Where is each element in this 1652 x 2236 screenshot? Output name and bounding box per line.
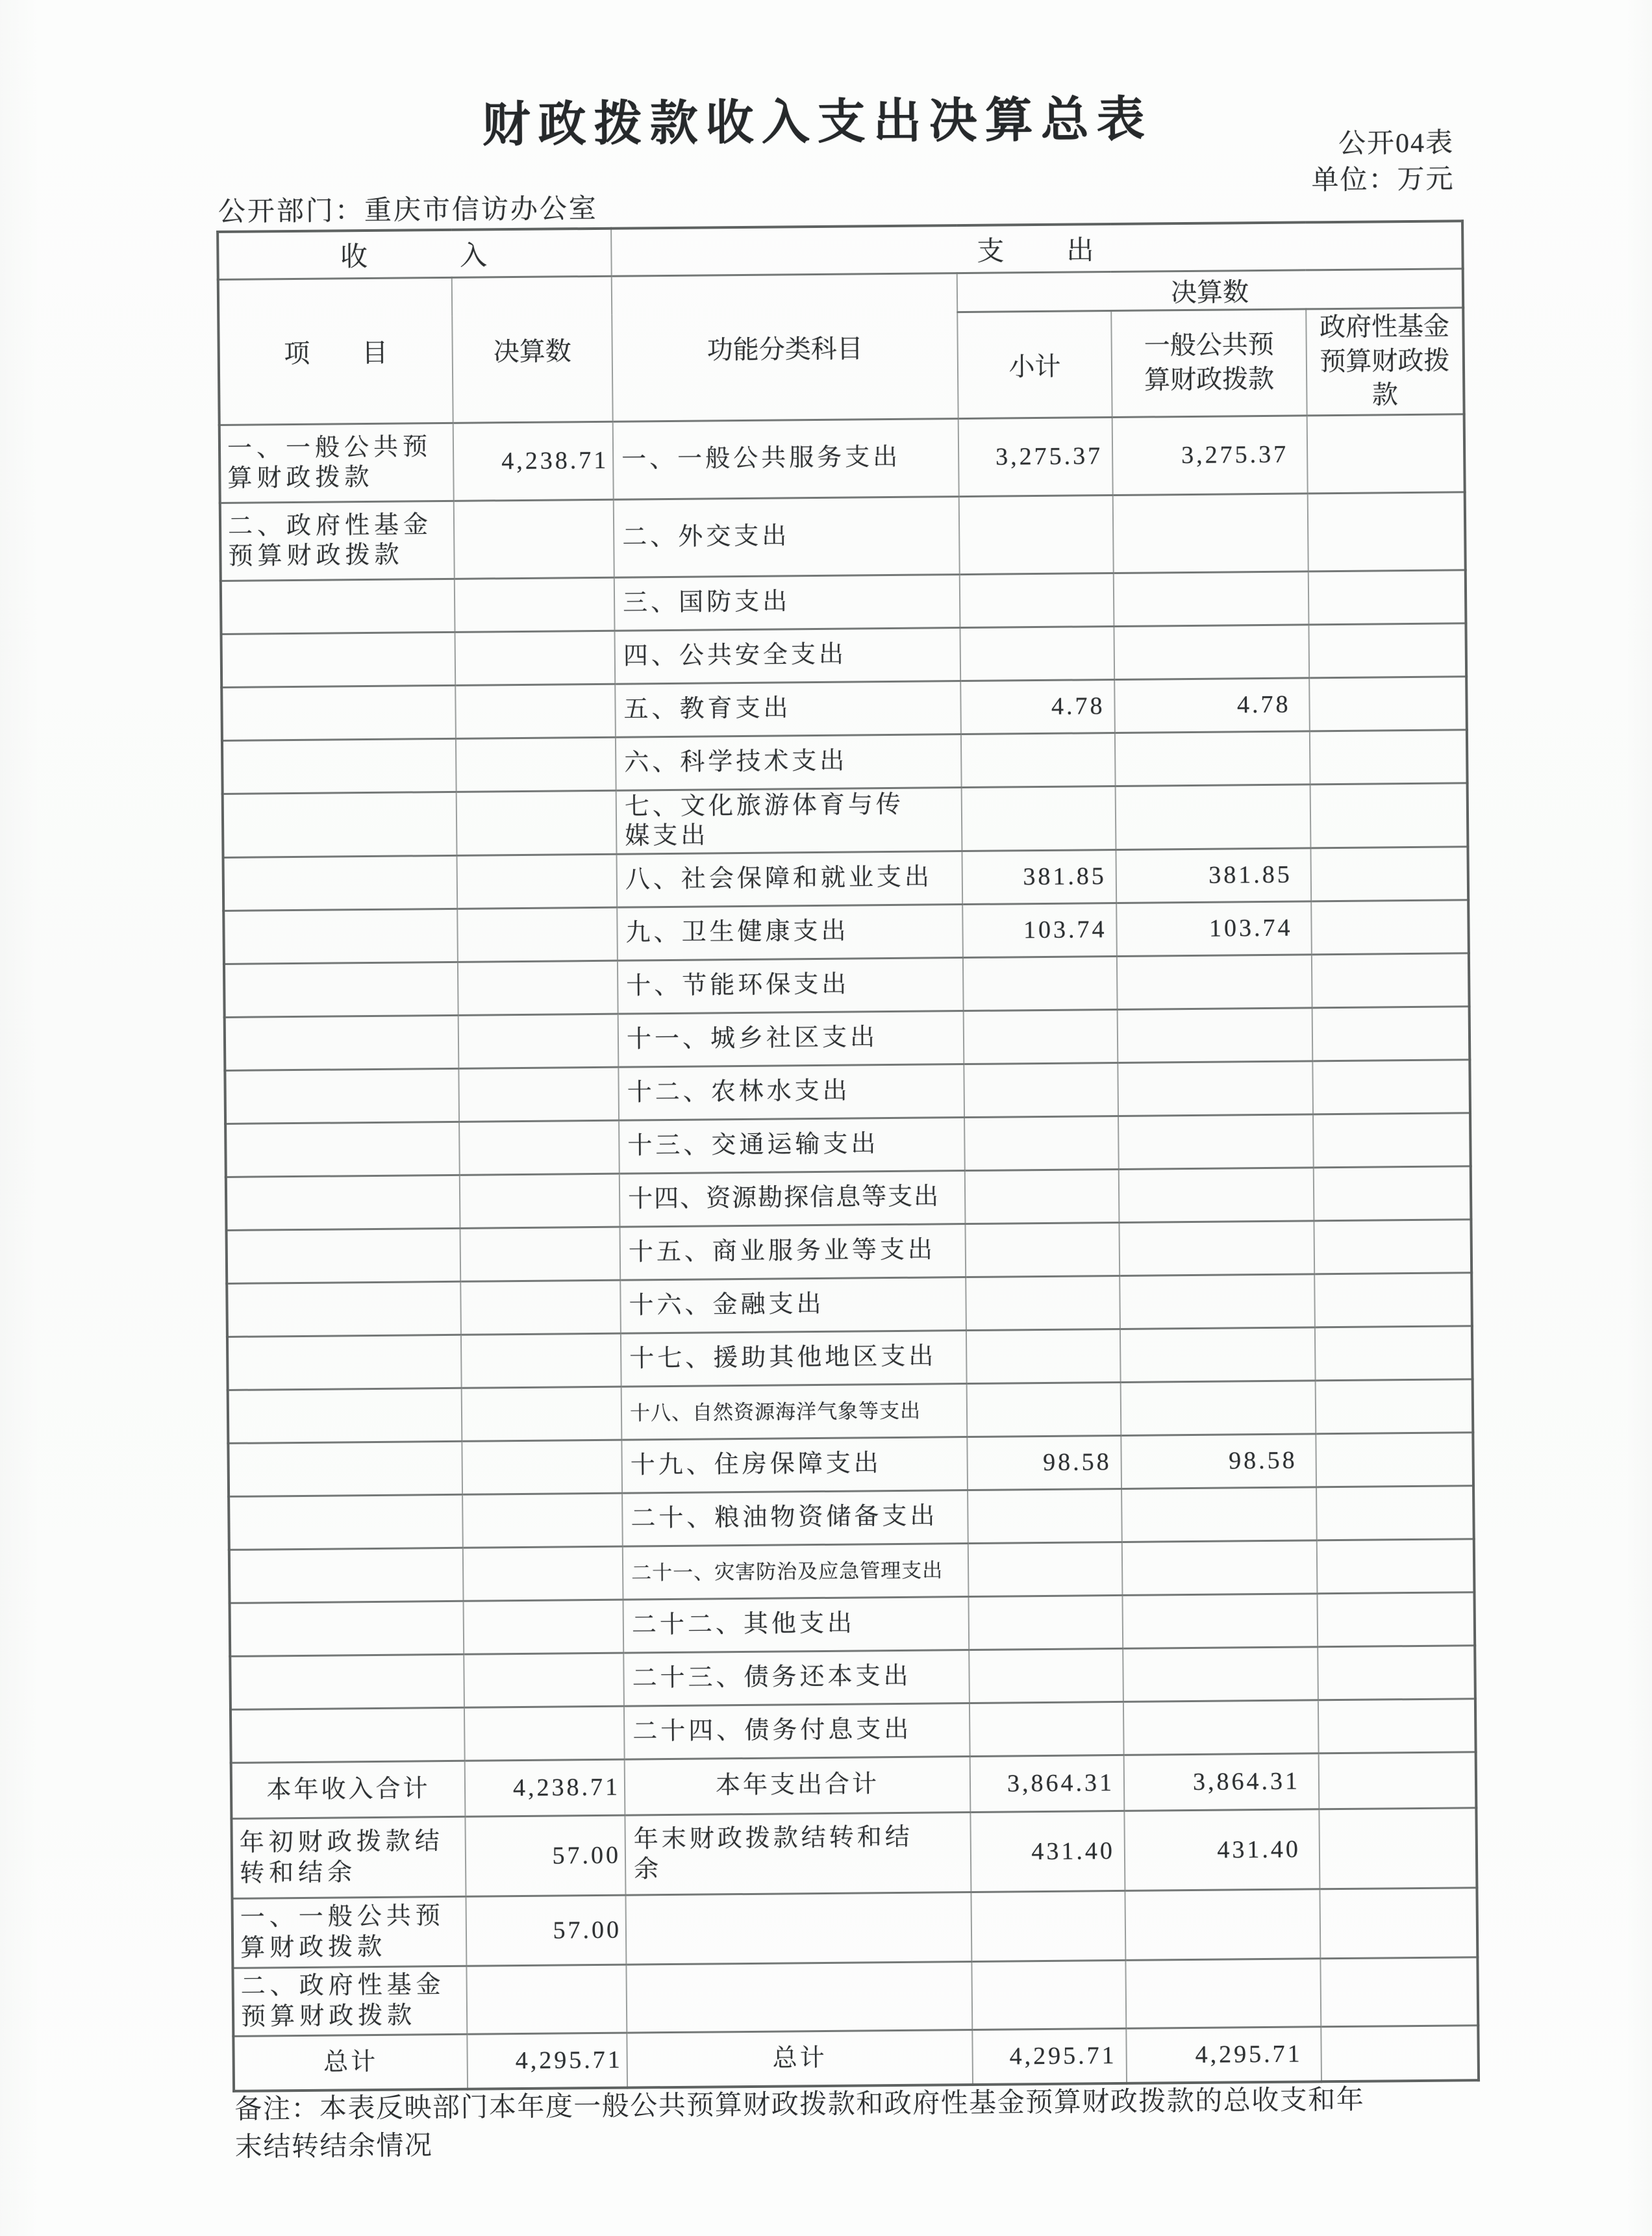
general-budget-value-cell [1114, 624, 1309, 679]
gov-fund-value-cell [1318, 1645, 1475, 1700]
subtotal-value-cell [966, 1329, 1121, 1383]
gov-fund-value-cell [1320, 1957, 1478, 2026]
general-budget-value-cell [1123, 1647, 1318, 1702]
subtotal-value-cell [965, 1169, 1120, 1224]
expense-item-cell: 十六、金融支出 [620, 1277, 966, 1333]
income-value-cell [464, 1600, 624, 1654]
note: 备注：本表反映部门本年度一般公共预算财政拨款和政府性基金预算财政拨款的总收支和年末结转结余情况 [234, 2085, 1365, 2163]
income-item-cell: 总计 [233, 2034, 468, 2091]
table-body [219, 414, 1479, 2091]
expense-item-cell: 十一、城乡社区支出 [618, 1011, 964, 1067]
gov-fund-value-cell [1317, 1539, 1475, 1593]
gov-fund-value-cell [1314, 1272, 1472, 1327]
subtotal-value-cell [961, 733, 1116, 787]
general-budget-value-cell [1119, 1168, 1314, 1223]
subtotal-value-cell [968, 1489, 1122, 1543]
header-subtotal: 小计 [957, 310, 1112, 418]
income-value-cell [462, 1440, 622, 1494]
income-value-cell [460, 1227, 621, 1281]
subtotal-value-cell [964, 1116, 1119, 1170]
subtotal-value-cell: 103.74 [962, 903, 1117, 957]
expense-item-cell [626, 1961, 972, 2033]
gov-fund-value-cell [1308, 623, 1466, 677]
income-item-cell: 一、一般公共预算财政拨款 [219, 423, 454, 503]
general-budget-value-cell [1115, 731, 1310, 786]
header-general-budget: 一般公共预算财政拨款 [1111, 308, 1307, 417]
income-value-cell [456, 737, 616, 792]
income-value-cell [458, 1014, 619, 1068]
income-value-cell: 4,238.71 [465, 1759, 625, 1816]
income-value-cell [463, 1546, 623, 1601]
subtotal-value-cell: 4.78 [960, 679, 1115, 734]
income-item-cell [228, 1388, 462, 1443]
income-value-cell [458, 961, 618, 1015]
subtotal-value-cell [959, 495, 1114, 574]
header-gov-fund: 政府性基金预算财政拨款 [1306, 307, 1464, 415]
general-budget-value-cell [1113, 493, 1308, 573]
general-budget-value-cell [1121, 1381, 1316, 1436]
subtotal-value-cell [964, 1009, 1118, 1064]
expense-item-cell: 二、外交支出 [614, 496, 960, 577]
general-budget-value-cell [1118, 1008, 1313, 1063]
general-budget-value-cell: 98.58 [1121, 1434, 1316, 1489]
income-item-cell [227, 1281, 461, 1337]
general-budget-value-cell: 3,864.31 [1124, 1753, 1320, 1811]
expense-item-cell: 十二、农林水支出 [618, 1064, 964, 1120]
income-item-cell [227, 1228, 461, 1283]
subtotal-value-cell [963, 956, 1118, 1011]
expense-item-cell: 十七、援助其他地区支出 [621, 1330, 967, 1387]
expense-item-cell: 本年支出合计 [625, 1756, 971, 1815]
expense-item-cell: 九、卫生健康支出 [617, 904, 963, 961]
gov-fund-value-cell [1310, 783, 1468, 848]
subtotal-value-cell: 3,275.37 [958, 417, 1113, 496]
table-code: 公开04表 [1338, 128, 1455, 159]
gov-fund-value-cell [1313, 1112, 1471, 1167]
expense-item-cell: 十三、交通运输支出 [619, 1117, 965, 1174]
gov-fund-value-cell [1314, 1219, 1471, 1274]
header-item: 项 目 [218, 277, 453, 425]
expense-item-cell: 十九、住房保障支出 [621, 1437, 968, 1493]
income-value-cell: 4,238.71 [453, 421, 614, 501]
general-budget-value-cell [1118, 1114, 1314, 1170]
general-budget-value-cell: 4.78 [1114, 677, 1310, 733]
budget-summary-table [216, 220, 1480, 2092]
income-value-cell [462, 1387, 622, 1441]
expense-item-cell: 十八、自然资源海洋气象等支出 [621, 1383, 968, 1440]
header-expense: 支 出 [611, 221, 1463, 275]
gov-fund-value-cell [1316, 1379, 1473, 1433]
general-budget-value-cell [1120, 1274, 1315, 1329]
income-value-cell [461, 1333, 621, 1388]
gov-fund-value-cell [1312, 953, 1470, 1007]
expense-item-cell: 十五、商业服务业等支出 [620, 1224, 966, 1280]
income-item-cell [223, 909, 458, 964]
gov-fund-value-cell [1312, 1006, 1470, 1061]
general-budget-value-cell: 4,295.71 [1126, 2026, 1321, 2083]
expense-item-cell: 一、一般公共服务支出 [613, 418, 959, 499]
income-item-cell [223, 855, 458, 911]
general-budget-value-cell [1117, 955, 1312, 1010]
gov-fund-value-cell [1321, 2025, 1479, 2081]
gov-fund-value-cell [1318, 1698, 1476, 1753]
income-item-cell [229, 1548, 464, 1603]
subtotal-value-cell [966, 1275, 1120, 1330]
table-header [218, 221, 1464, 425]
expense-item-cell: 三、国防支出 [614, 574, 960, 631]
expense-item-cell: 五、教育支出 [615, 681, 961, 737]
general-budget-value-cell [1120, 1327, 1316, 1383]
income-value-cell: 57.00 [466, 1895, 626, 1966]
subtotal-value-cell [962, 786, 1116, 851]
subtotal-value-cell [971, 1960, 1126, 2029]
gov-fund-value-cell [1307, 414, 1465, 493]
income-value-cell [457, 907, 618, 962]
gov-fund-value-cell [1310, 729, 1468, 784]
subtotal-value-cell: 98.58 [967, 1435, 1121, 1490]
general-budget-value-cell: 3,275.37 [1112, 415, 1308, 495]
table-row [220, 492, 1466, 581]
general-budget-value-cell [1121, 1487, 1317, 1542]
expense-item-cell: 总计 [627, 2029, 973, 2088]
table-row [232, 1887, 1477, 1968]
subtotal-value-cell [965, 1222, 1120, 1277]
income-value-cell [455, 577, 615, 632]
subtotal-value-cell [969, 1648, 1123, 1703]
income-item-cell: 二、政府性基金预算财政拨款 [232, 1966, 467, 2036]
expense-item-cell: 四、公共安全支出 [614, 627, 960, 684]
income-value-cell [457, 790, 617, 855]
income-value-cell [464, 1706, 625, 1761]
income-value-cell [466, 1965, 627, 2034]
income-value-cell [459, 1120, 620, 1175]
expense-item-cell: 二十三、债务还本支出 [623, 1650, 970, 1706]
expense-item-cell: 二十、粮油物资储备支出 [622, 1490, 968, 1546]
gov-fund-value-cell [1308, 492, 1466, 571]
expense-item-cell: 十四、资源勘探信息等支出 [620, 1170, 966, 1227]
general-budget-value-cell [1125, 1958, 1321, 2028]
subtotal-value-cell [960, 573, 1114, 627]
subtotal-value-cell: 4,295.71 [972, 2028, 1127, 2085]
gov-fund-value-cell [1311, 899, 1469, 954]
meta-right [1311, 125, 1455, 199]
expense-item-cell: 七、文化旅游体育与传媒支出 [616, 787, 962, 854]
subtotal-value-cell [971, 1891, 1125, 1961]
expense-item-cell: 二十二、其他支出 [623, 1596, 970, 1653]
general-budget-value-cell [1125, 1889, 1320, 1960]
income-item-cell [229, 1494, 463, 1550]
income-value-cell [455, 631, 615, 685]
income-item-cell [230, 1654, 464, 1709]
subtotal-value-cell [969, 1595, 1123, 1650]
gov-fund-value-cell [1319, 1807, 1477, 1889]
income-item-cell [228, 1441, 462, 1496]
subtotal-value-cell: 381.85 [962, 849, 1116, 904]
expense-item-cell: 八、社会保障和就业支出 [617, 851, 963, 907]
unit-label: 单位：万元 [1311, 164, 1455, 196]
income-value-cell [460, 1280, 621, 1335]
gov-fund-value-cell [1310, 846, 1468, 901]
header-func-category: 功能分类科目 [612, 273, 958, 421]
income-value-cell: 57.00 [465, 1815, 625, 1896]
income-item-cell [227, 1335, 462, 1390]
subtotal-value-cell [968, 1542, 1123, 1596]
general-budget-value-cell [1123, 1700, 1319, 1755]
subtotal-value-cell [960, 626, 1114, 681]
general-budget-value-cell [1119, 1221, 1314, 1276]
subtotal-value-cell [970, 1702, 1124, 1756]
income-item-cell [226, 1175, 460, 1230]
income-item-cell [221, 632, 456, 687]
income-item-cell [223, 792, 457, 857]
subtotal-value-cell: 431.40 [970, 1811, 1125, 1892]
income-item-cell [230, 1601, 464, 1656]
income-value-cell [455, 684, 616, 738]
income-item-cell [221, 685, 456, 740]
gov-fund-value-cell [1312, 1059, 1470, 1114]
table-row [223, 783, 1468, 857]
gov-fund-value-cell [1308, 570, 1466, 624]
table-row [219, 414, 1465, 503]
department-label: 公开部门：重庆市信访办公室 [218, 194, 599, 228]
income-item-cell [225, 1122, 460, 1177]
general-budget-value-cell [1122, 1594, 1318, 1649]
expense-item-cell: 年末财政拨款结转和结余 [625, 1812, 971, 1895]
general-budget-value-cell [1122, 1540, 1318, 1596]
gov-fund-value-cell [1319, 1752, 1477, 1809]
income-item-cell [225, 1015, 459, 1070]
gov-fund-value-cell [1320, 1887, 1477, 1958]
income-item-cell: 本年收入合计 [231, 1761, 466, 1818]
general-budget-value-cell: 381.85 [1116, 848, 1311, 903]
subtotal-value-cell [964, 1062, 1118, 1117]
expense-item-cell: 二十四、债务付息支出 [624, 1703, 970, 1759]
table-row [233, 2025, 1479, 2091]
income-value-cell [457, 854, 617, 909]
subtotal-value-cell [967, 1382, 1121, 1437]
gov-fund-value-cell [1316, 1485, 1474, 1540]
income-value-cell: 4,295.71 [467, 2033, 627, 2089]
general-budget-value-cell [1114, 571, 1309, 626]
income-value-cell [458, 1067, 619, 1122]
gov-fund-value-cell [1314, 1166, 1471, 1220]
header-income: 收 入 [218, 229, 612, 279]
table-row [232, 1957, 1478, 2036]
expense-item-cell: 十、节能环保支出 [618, 957, 964, 1014]
general-budget-value-cell: 103.74 [1116, 901, 1312, 957]
expense-item-cell: 二十一、灾害防治及应急管理支出 [623, 1543, 969, 1600]
table-row [231, 1752, 1477, 1818]
income-value-cell [462, 1493, 623, 1548]
income-item-cell: 年初财政拨款结转和结余 [231, 1816, 466, 1898]
income-item-cell [224, 962, 458, 1017]
expense-item-cell [625, 1892, 971, 1965]
gov-fund-value-cell [1316, 1432, 1473, 1487]
income-value-cell [460, 1174, 620, 1228]
general-budget-value-cell [1116, 784, 1311, 849]
table-row [231, 1807, 1477, 1898]
general-budget-value-cell [1118, 1061, 1313, 1116]
income-item-cell [222, 738, 457, 794]
income-value-cell [454, 499, 614, 579]
subtotal-value-cell: 3,864.31 [970, 1755, 1125, 1812]
general-budget-value-cell: 431.40 [1124, 1809, 1320, 1891]
income-item-cell: 一、一般公共预算财政拨款 [232, 1896, 466, 1968]
expense-item-cell: 六、科学技术支出 [616, 734, 962, 790]
gov-fund-value-cell [1315, 1325, 1473, 1380]
header-income-final: 决算数 [452, 276, 613, 423]
income-item-cell [225, 1068, 459, 1124]
header-expense-final: 决算数 [957, 268, 1464, 312]
income-item-cell [231, 1707, 465, 1763]
gov-fund-value-cell [1309, 676, 1467, 731]
income-item-cell: 二、政府性基金预算财政拨款 [220, 501, 455, 581]
gov-fund-value-cell [1317, 1592, 1475, 1646]
page-title: 财政拨款收入支出决算总表 [482, 93, 1153, 153]
income-item-cell [221, 579, 455, 634]
income-value-cell [464, 1653, 624, 1707]
